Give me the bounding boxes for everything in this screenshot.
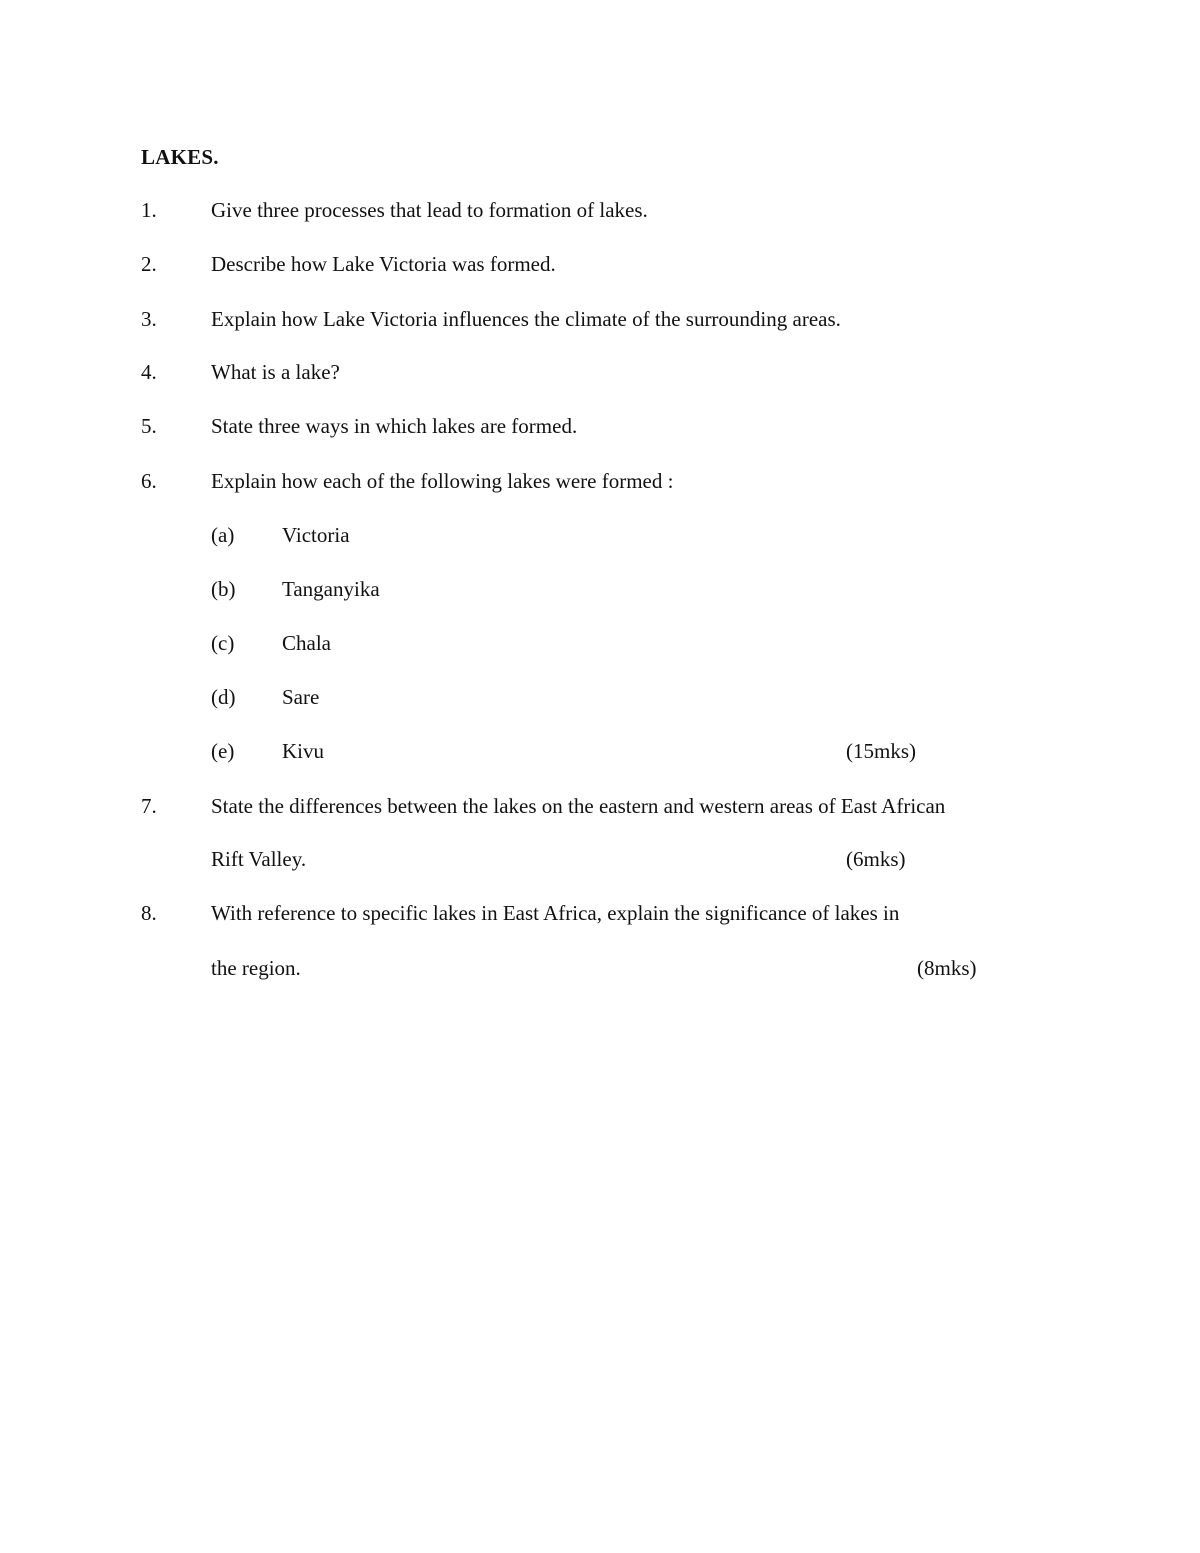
marks-label: (15mks) xyxy=(846,739,916,763)
subitem-text: Chala xyxy=(282,631,331,655)
question-number: 8. xyxy=(141,901,157,925)
subitem-label: (d) xyxy=(211,685,236,709)
subitem-label: (e) xyxy=(211,739,235,763)
subitem-e xyxy=(0,741,1200,767)
page-title: LAKES. xyxy=(141,145,219,169)
question-8-continuation xyxy=(0,958,1200,984)
question-4 xyxy=(0,362,1200,388)
question-text: State three ways in which lakes are formed. xyxy=(211,414,578,438)
question-text: State the differences between the lakes on the eastern and western areas of East African xyxy=(211,794,946,818)
subitem-d xyxy=(0,687,1200,713)
subitem-text: Victoria xyxy=(282,523,350,547)
question-text: What is a lake? xyxy=(211,360,340,384)
subitem-label: (b) xyxy=(211,577,236,601)
question-text: Explain how each of the following lakes were formed : xyxy=(211,469,674,493)
subitem-label: (a) xyxy=(211,523,235,547)
marks-label: (8mks) xyxy=(917,956,977,980)
question-text: Explain how Lake Victoria influences the climate of the surrounding areas. xyxy=(211,307,841,331)
question-number: 1. xyxy=(141,198,157,222)
question-text: Describe how Lake Victoria was formed. xyxy=(211,252,556,276)
question-text: With reference to specific lakes in East Africa, explain the significance of lakes in xyxy=(211,901,900,925)
question-7 xyxy=(0,796,1200,822)
subitem-c xyxy=(0,633,1200,659)
question-number: 4. xyxy=(141,360,157,384)
marks-label: (6mks) xyxy=(846,847,906,871)
subitem-text: Sare xyxy=(282,685,320,709)
question-number: 7. xyxy=(141,794,157,818)
question-3 xyxy=(0,309,1200,335)
subitem-label: (c) xyxy=(211,631,235,655)
question-5 xyxy=(0,416,1200,442)
question-text-continuation: the region. xyxy=(211,956,301,980)
subitem-b xyxy=(0,579,1200,605)
question-text: Give three processes that lead to formation of lakes. xyxy=(211,198,648,222)
subitem-a xyxy=(0,525,1200,551)
question-number: 5. xyxy=(141,414,157,438)
question-number: 6. xyxy=(141,469,157,493)
subitem-text: Tanganyika xyxy=(282,577,380,601)
question-2 xyxy=(0,254,1200,280)
subitem-text: Kivu xyxy=(282,739,324,763)
question-text-continuation: Rift Valley. xyxy=(211,847,307,871)
question-number: 3. xyxy=(141,307,157,331)
question-8 xyxy=(0,903,1200,929)
question-7-continuation xyxy=(0,849,1200,875)
question-1 xyxy=(0,200,1200,226)
question-6 xyxy=(0,471,1200,497)
question-number: 2. xyxy=(141,252,157,276)
